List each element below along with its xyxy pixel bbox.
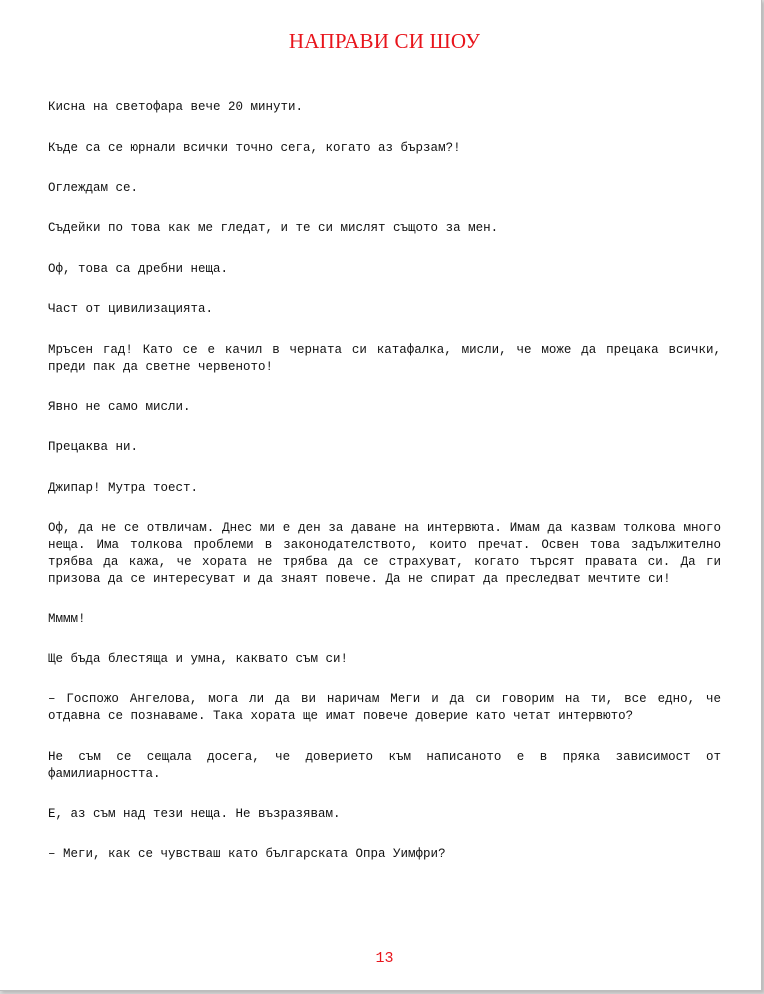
paragraph: Е, аз съм над тези неща. Не възразявам. [48, 807, 341, 821]
paragraph: Съдейки по това как ме гледат, и те си мислят същото за мен. [48, 221, 499, 235]
paragraph: Прецаква ни. [48, 440, 139, 454]
paragraph: Оф, да не се отвличам. Днес ми е ден за даване на интервюта. Имам да казвам толкова много неща. Има толкова проблеми в законодателството, които пречат. Освен това задължително трябва да кажа, че хората не трябва да се страхуват, когато търсят правата си. Да ги призова да се интересуват и да знаят повече. Да не спират да преследват мечтите си! [48, 521, 721, 586]
paragraph: Джипар! Мутра тоест. [48, 481, 199, 495]
paragraph: Мммм! [48, 612, 86, 626]
page-number: 13 [375, 950, 394, 967]
paragraph: Мръсен гад! Като се е качил в черната си катафалка, мисли, че може да прецака всички, преди пак да светне червеното! [48, 343, 721, 374]
paragraph: – Госпожо Ангелова, мога ли да ви наричам Меги и да си говорим на ти, все едно, че отдавна се познаваме. Така хората ще имат повече доверие като четат интервюто? [48, 692, 721, 723]
paragraph: Кисна на светофара вече 20 минути. [48, 100, 304, 114]
paragraph: Оф, това са дребни неща. [48, 262, 229, 276]
paragraph: Ще бъда блестяща и умна, каквато съм си! [48, 652, 349, 666]
document-title: НАПРАВИ СИ ШОУ [288, 29, 481, 53]
paragraph: Явно не само мисли. [48, 400, 191, 414]
paragraph: Оглеждам се. [48, 181, 139, 195]
paragraph: Част от цивилизацията. [48, 302, 214, 316]
paragraph: – Меги, как се чувстваш като българската Опра Уимфри? [48, 847, 446, 861]
paragraph: Не съм се сещала досега, че доверието към написаното е в пряка зависимост от фамилиарността. [48, 750, 721, 781]
paragraph: Къде са се юрнали всички точно сега, когато аз бързам?! [48, 141, 461, 155]
